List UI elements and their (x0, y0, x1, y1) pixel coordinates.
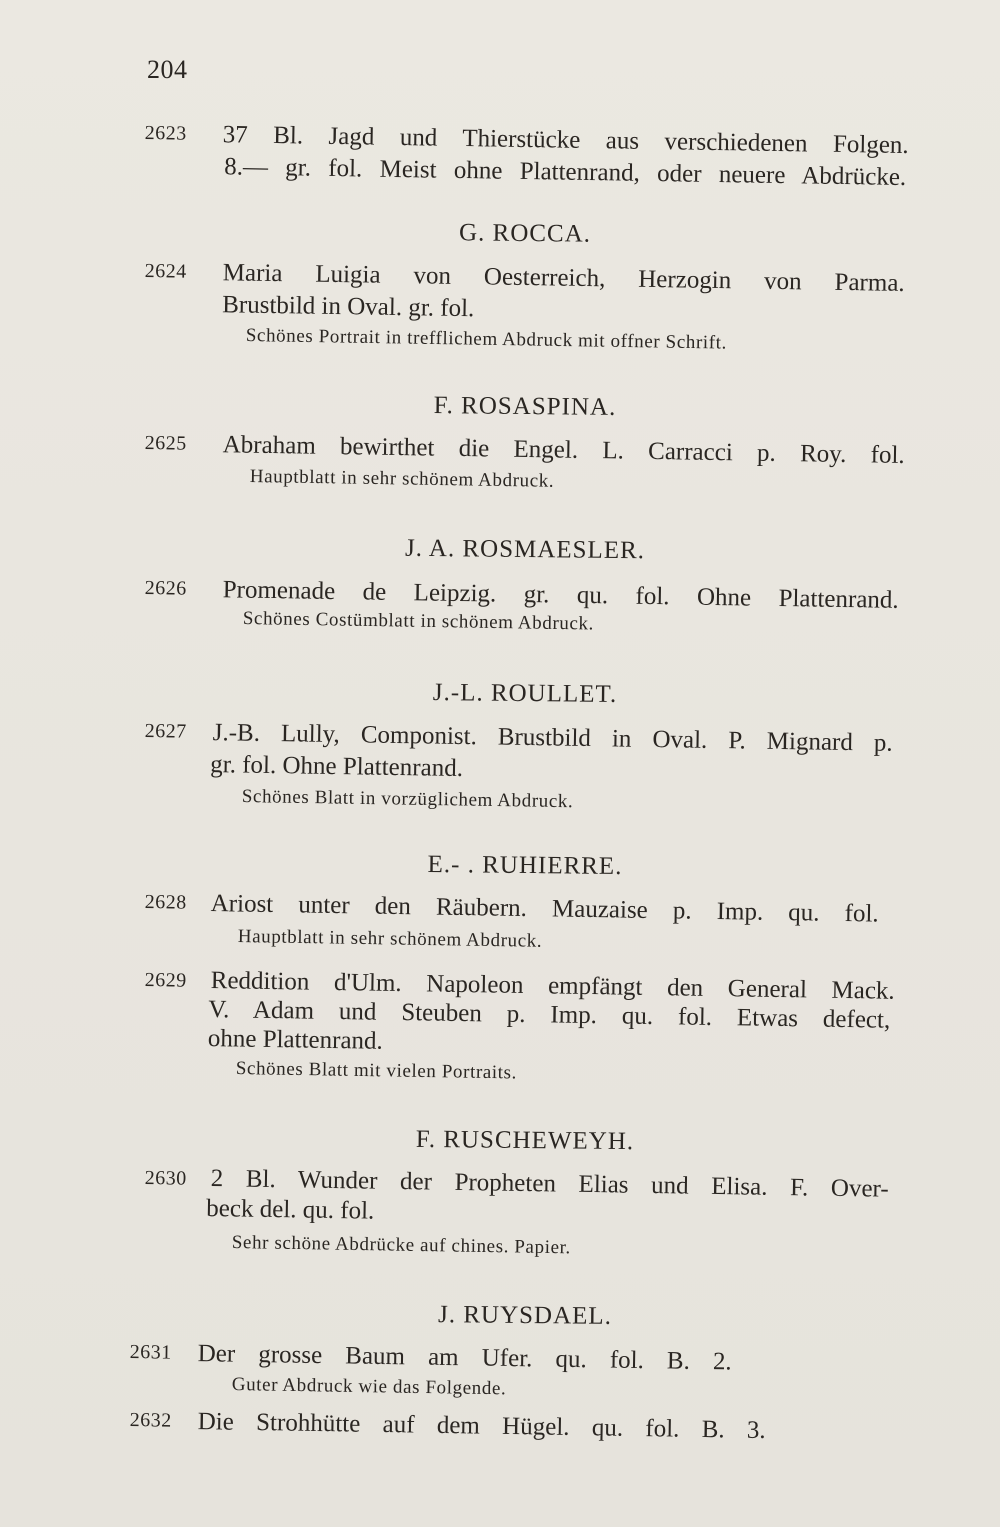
catalog-entry (129, 1405, 899, 1449)
entry-line: Ariost unter den Räubern. Mauzaise p. Imp. qu. fol. (210, 890, 879, 928)
entry-number: 2623 (144, 121, 187, 145)
entry-line: gr. fol. Ohne Plattenrand. (210, 751, 464, 782)
entry-number: 2628 (144, 890, 187, 914)
entry-line: ohne Plattenrand. (207, 1024, 383, 1055)
catalog-entry (144, 716, 915, 792)
entry-line: Die Strohhütte auf dem Hügel. qu. fol. B. 3. (197, 1408, 766, 1444)
entry-line: Promenade de Leipzig. gr. qu. fol. Ohne Plattenrand. (222, 576, 899, 614)
entry-line: Abraham bewirthet die Engel. L. Carracci p. Roy. fol. (222, 431, 905, 469)
catalog-entry (144, 1163, 915, 1235)
catalog-entry (144, 887, 914, 931)
artist-heading: E.- . RUHIERRE. (427, 850, 623, 881)
catalog-entry (144, 256, 915, 332)
artist-heading: F. ROSASPINA. (433, 392, 617, 421)
entry-number: 2625 (144, 431, 187, 455)
entry-note: Schönes Blatt in vorzüglichem Abdruck. (241, 786, 574, 813)
entry-number: 2631 (129, 1340, 172, 1364)
entry-number: 2624 (144, 259, 187, 283)
entry-line: 8.— gr. fol. Meist ohne Plattenrand, oder neuere Abdrücke. (224, 153, 907, 191)
entry-line: V. Adam und Steuben p. Imp. qu. fol. Etwas defect, (208, 996, 891, 1034)
entry-note: Hauptblatt in sehr schönem Abdruck. (249, 466, 555, 492)
entry-line: Maria Luigia von Oesterreich, Herzogin von Parma. (222, 259, 905, 297)
entry-note: Schönes Costümblatt in schönem Abdruck. (242, 608, 595, 635)
entry-number: 2626 (144, 576, 187, 600)
entry-line: 2 Bl. Wunder der Propheten Elias und Elisa. F. Over- (210, 1165, 889, 1203)
entry-line: 37 Bl. Jagd und Thierstücke aus verschiedenen Folgen. (222, 121, 909, 159)
artist-heading: J. A. ROSMAESLER. (404, 534, 646, 565)
entry-line: Der grosse Baum am Ufer. qu. fol. B. 2. (197, 1340, 732, 1376)
entry-line: J.-B. Lully, Componist. Brustbild in Oval. P. Mignard p. (212, 719, 893, 757)
entry-note: Schönes Blatt mit vielen Portraits. (235, 1058, 518, 1084)
entry-number: 2630 (144, 1166, 187, 1190)
artist-heading: J. RUYSDAEL. (437, 1301, 613, 1330)
catalog-entry (144, 965, 915, 1064)
entry-note: Hauptblatt in sehr schönem Abdruck. (237, 926, 543, 952)
entry-line: Brustbild in Oval. gr. fol. (222, 291, 475, 323)
artist-heading: G. ROCCA. (458, 219, 592, 248)
entry-number: 2629 (144, 968, 187, 992)
catalog-entry (144, 118, 915, 194)
artist-heading: F. RUSCHEWEYH. (415, 1125, 635, 1156)
artist-heading: J.-L. ROULLET. (432, 679, 618, 708)
entry-number: 2627 (144, 719, 187, 743)
entry-line: beck del. qu. fol. (206, 1194, 375, 1225)
page-number: 204 (147, 55, 188, 84)
entry-note: Guter Abdruck wie das Folgende. (231, 1374, 507, 1400)
entry-line: Reddition d'Ulm. Napoleon empfängt den General Mack. (210, 967, 895, 1005)
entry-number: 2632 (129, 1408, 172, 1432)
entry-note: Sehr schöne Abdrücke auf chines. Papier. (231, 1232, 571, 1259)
entry-note: Schönes Portrait in trefflichem Abdruck mit offner Schrift. (245, 325, 728, 354)
